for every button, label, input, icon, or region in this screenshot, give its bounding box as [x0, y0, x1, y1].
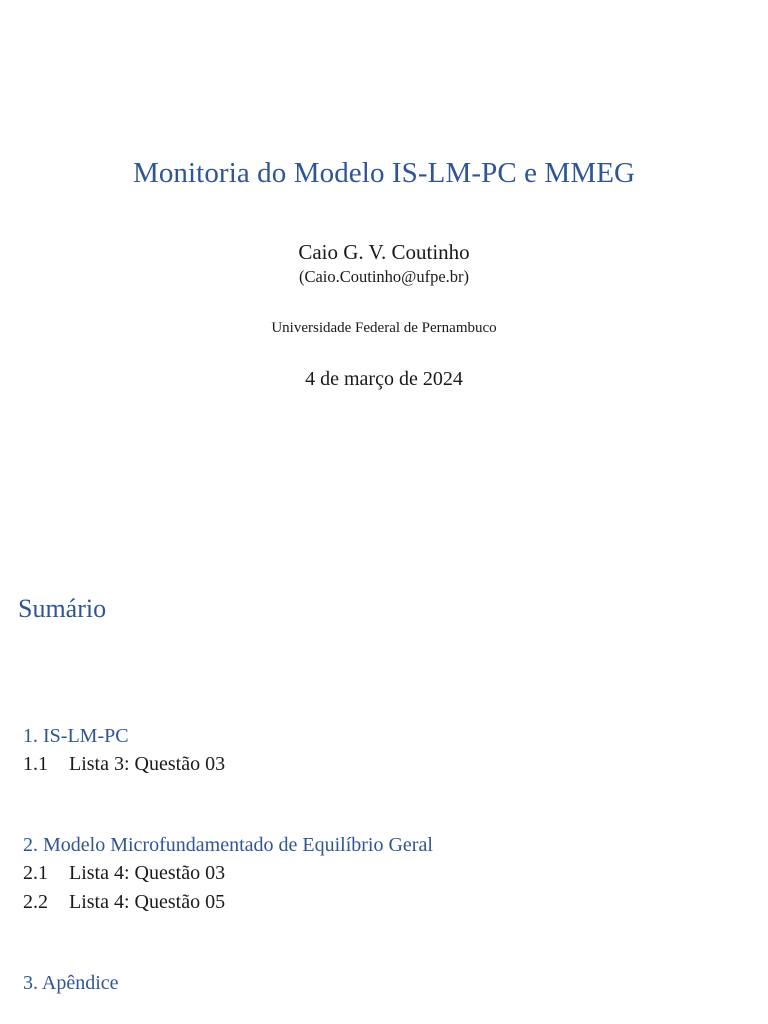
toc-item-label: Lista 3: Questão 03	[69, 753, 226, 775]
document-date: 4 de março de 2024	[305, 368, 463, 390]
author-email: (Caio.Coutinho@ufpe.br)	[298, 267, 470, 286]
author-name: Caio G. V. Coutinho	[298, 240, 470, 264]
toc-item-2-1[interactable]	[23, 859, 743, 888]
table-of-contents	[23, 722, 743, 997]
toc-heading: Sumário	[18, 594, 107, 623]
toc-item-1-1[interactable]	[23, 750, 743, 779]
toc-item-2-2[interactable]	[23, 888, 743, 917]
toc-section-2[interactable]: 2. Modelo Microfundamentado de Equilíbrio Geral	[23, 834, 433, 856]
institution: Universidade Federal de Pernambuco	[271, 320, 497, 336]
toc-section-3[interactable]: 3. Apêndice	[23, 972, 119, 994]
toc-item-label: Lista 4: Questão 03	[69, 862, 226, 884]
toc-item-number: 1.1	[23, 753, 48, 775]
document-title: Monitoria do Modelo IS-LM-PC e MMEG	[132, 157, 636, 189]
toc-item-number: 2.1	[23, 862, 48, 884]
toc-item-number: 2.2	[23, 891, 48, 913]
toc-section-1[interactable]: 1. IS-LM-PC	[23, 725, 129, 747]
toc-item-label: Lista 4: Questão 05	[69, 891, 226, 913]
